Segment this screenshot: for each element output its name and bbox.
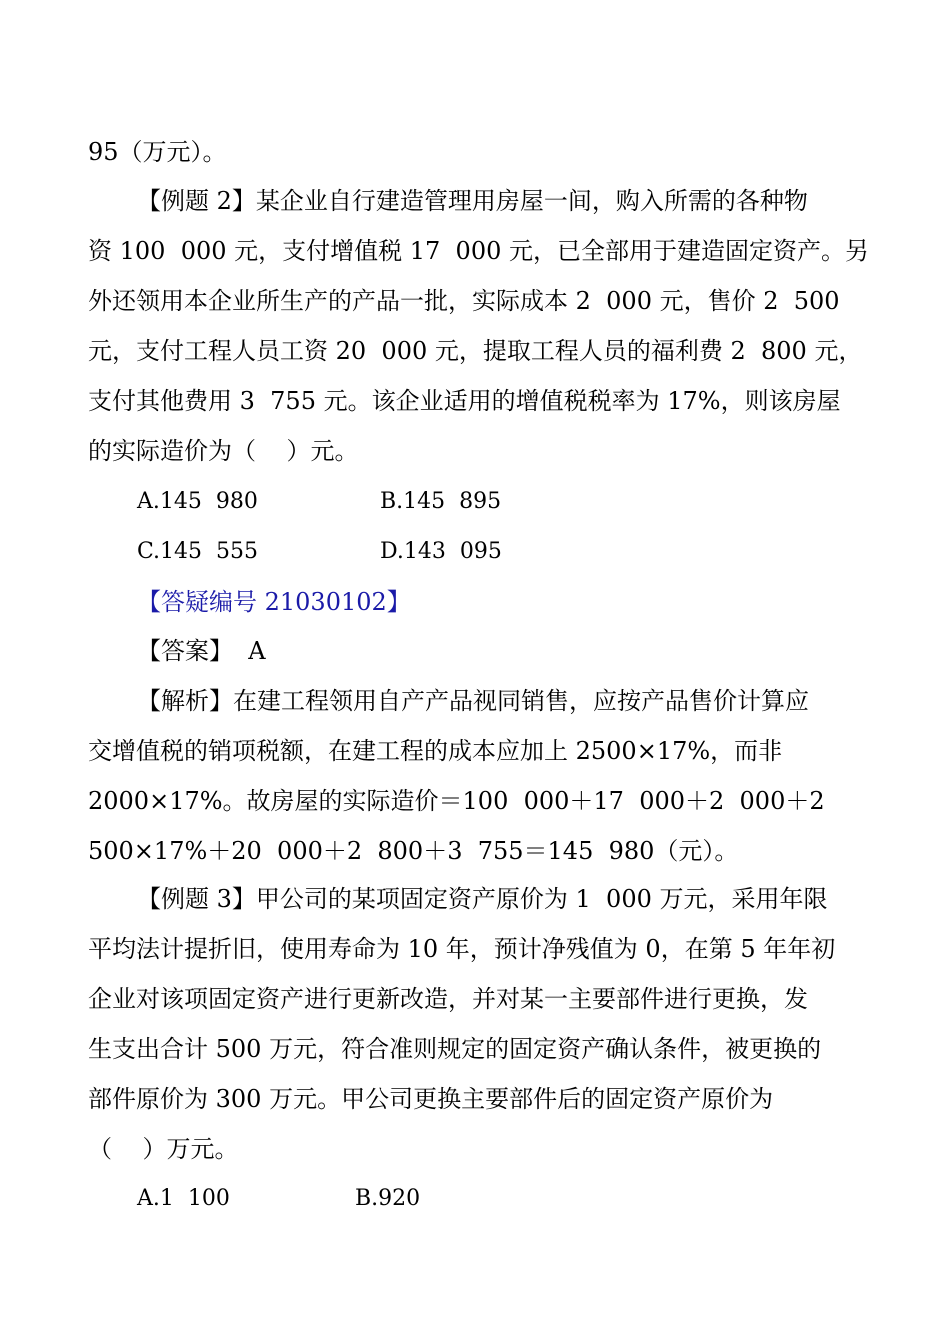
option-a: A.145 980 (137, 489, 258, 514)
text-line: 交增值税的销项税额，在建工程的成本应加上 2500×17%，而非 (88, 737, 783, 765)
text-line: 平均法计提折旧，使用寿命为 10 年，预计净残值为 0，在第 5 年年初 (88, 935, 836, 963)
answer-line: 【答案】 A (137, 637, 266, 665)
text-line: 的实际造价为（ ）元。 (88, 437, 359, 465)
text-line: 生支出合计 500 万元，符合准则规定的固定资产确认条件，被更换的 (88, 1035, 822, 1063)
option-d: D.143 095 (380, 539, 502, 564)
analysis-heading: 【解析】在建工程领用自产产品视同销售，应按产品售价计算应 (137, 687, 809, 715)
text-line: 外还领用本企业所生产的产品一批，实际成本 2 000 元，售价 2 500 (88, 287, 840, 315)
text-line: 95（万元）。 (88, 138, 227, 166)
example-2-heading: 【例题 2】某企业自行建造管理用房屋一间，购入所需的各种物 (137, 187, 808, 215)
text-line: 资 100 000 元，支付增值税 17 000 元，已全部用于建造固定资产。另 (88, 237, 869, 265)
text-line: 元，支付工程人员工资 20 000 元，提取工程人员的福利费 2 800 元， (88, 337, 863, 365)
option-b: B.145 895 (380, 489, 502, 514)
example-3-heading: 【例题 3】甲公司的某项固定资产原价为 1 000 万元，采用年限 (137, 885, 828, 913)
text-line: 支付其他费用 3 755 元。该企业适用的增值税税率为 17%，则该房屋 (88, 387, 841, 415)
option-a: A.1 100 (137, 1186, 230, 1211)
text-line: 500×17%＋20 000＋2 800＋3 755＝145 980（元）。 (88, 837, 739, 865)
text-line: 部件原价为 300 万元。甲公司更换主要部件后的固定资产原价为 (88, 1085, 774, 1113)
option-b: B.920 (355, 1186, 421, 1211)
text-line: 2000×17%。故房屋的实际造价＝100 000＋17 000＋2 000＋2 (88, 787, 825, 815)
option-c: C.145 555 (137, 539, 259, 564)
text-line: （ ）万元。 (88, 1135, 239, 1163)
text-line: 企业对该项固定资产进行更新改造，并对某一主要部件进行更换，发 (88, 985, 808, 1013)
query-id-link[interactable]: 【答疑编号 21030102】 (137, 588, 411, 616)
